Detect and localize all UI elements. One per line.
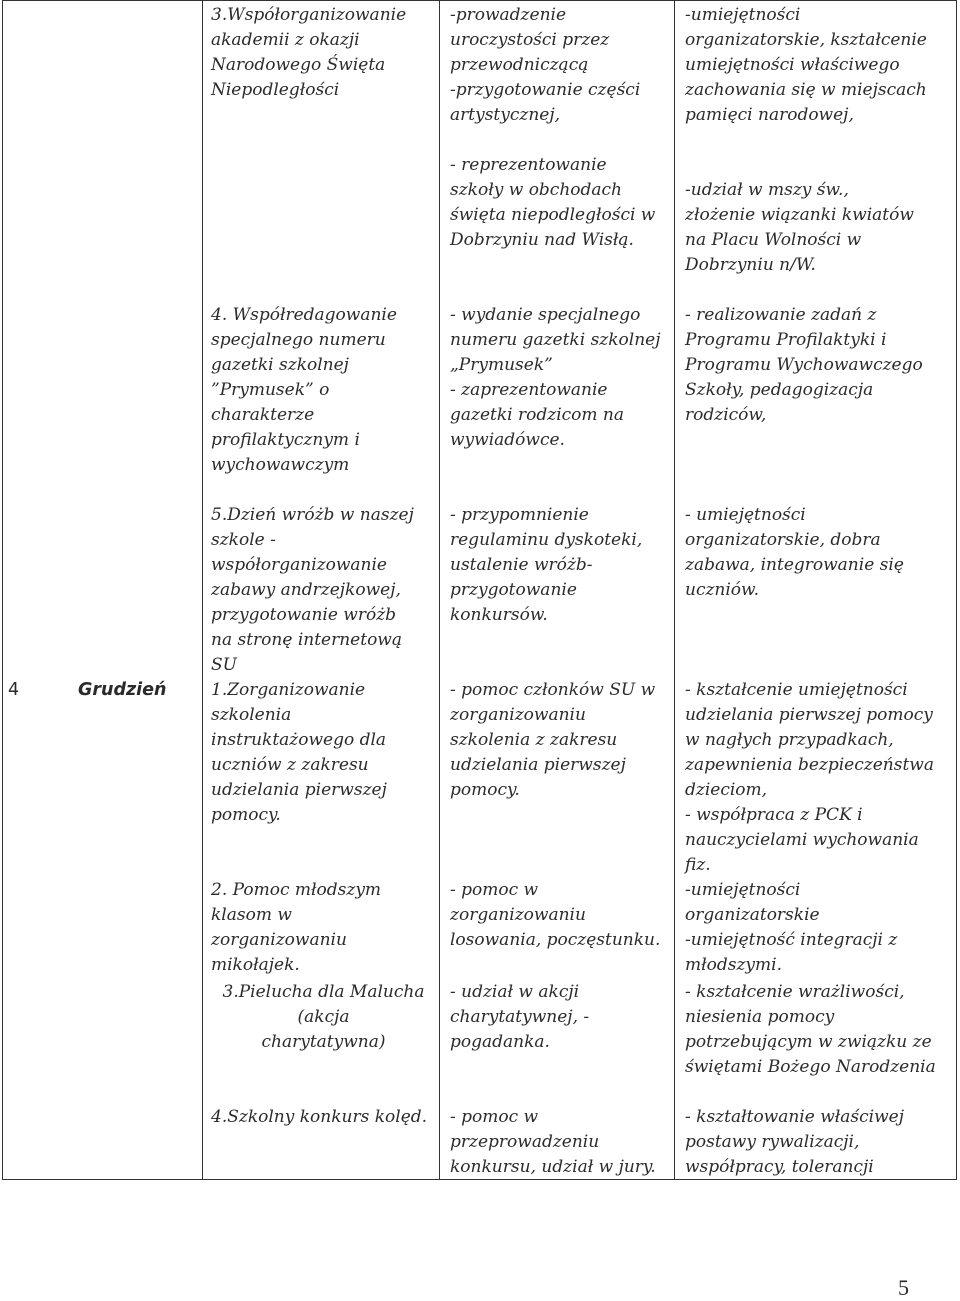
form-text: - pomoc w przeprowadzeniu konkursu, udział w jury. <box>450 1107 656 1177</box>
outcome-cell <box>685 878 953 978</box>
outcome-cell <box>685 503 953 603</box>
activity-text: 4. Współredagowanie specjalnego numeru gazetki szkolnej ”Prymusek” o charakterze profilaktycznym i wychowawczym <box>211 305 397 475</box>
outcome-text: - kształtowanie właściwej postawy rywalizacji, współpracy, tolerancji <box>685 1107 904 1177</box>
column-divider-2 <box>439 0 440 1180</box>
outcome-text: - kształcenie umiejętności udzielania pierwszej pomocy w nagłych przypadkach, zapewnienia bezpieczeństwa dzieciom, - współpraca z PCK i nauczycielami wychowania fiz. <box>685 680 934 875</box>
activity-cell <box>211 878 436 978</box>
form-text: -prowadzenie uroczystości przez przewodniczącą -przygotowanie części artystycznej, <box>450 5 641 125</box>
outcome-cell <box>685 178 953 278</box>
activity-text: 2. Pomoc młodszym klasom w zorganizowaniu mikołajek. <box>211 880 382 975</box>
activity-text: 5.Dzień wróżb w naszej szkole - współorganizowanie zabawy andrzejkowej, przygotowanie wróżb na stronę internetową SU <box>211 505 414 675</box>
activity-text: 3.Pielucha dla Malucha (akcja charytatywna) <box>222 982 425 1052</box>
page-number: 5 <box>898 1275 909 1300</box>
form-cell <box>450 153 672 253</box>
activity-text: 3.Współorganizowanie akademii z okazji Narodowego Święta Niepodległości <box>211 5 407 100</box>
column-divider-1 <box>202 0 203 1180</box>
activity-cell <box>211 503 436 678</box>
form-cell <box>450 980 672 1055</box>
form-cell <box>450 678 672 803</box>
form-cell <box>450 503 672 628</box>
form-text: - przypomnienie regulaminu dyskoteki, ustalenie wróżb- przygotowanie konkursów. <box>450 505 643 625</box>
form-text: - pomoc członków SU w zorganizowaniu szkolenia z zakresu udzielania pierwszej pomocy. <box>450 680 656 800</box>
activity-cell <box>211 678 436 828</box>
outcome-text: - umiejętności organizatorskie, dobra zabawa, integrowanie się uczniów. <box>685 505 904 600</box>
outcome-cell <box>685 980 953 1080</box>
form-text: - reprezentowanie szkoły w obchodach święta niepodległości w Dobrzyniu nad Wisłą. <box>450 155 656 250</box>
form-cell <box>450 1105 672 1180</box>
outcome-cell <box>685 3 953 128</box>
activity-cell <box>211 1105 436 1130</box>
outcome-cell <box>685 678 953 878</box>
outcome-text: - realizowanie zadań z Programu Profilaktyki i Programu Wychowawczego Szkoły, pedagogizacja rodziców, <box>685 305 923 425</box>
outcome-cell <box>685 1105 953 1180</box>
form-text: - wydanie specjalnego numeru gazetki szkolnej „Prymusek” - zaprezentowanie gazetki rodzicom na wywiadówce. <box>450 305 661 450</box>
activity-text: 1.Zorganizowanie szkolenia instruktażowego dla uczniów z zakresu udzielania pierwszej pomocy. <box>211 680 387 825</box>
form-text: - udział w akcji charytatywnej, - pogadanka. <box>450 982 590 1052</box>
activity-cell <box>211 303 436 478</box>
outcome-cell <box>685 303 953 428</box>
outcome-text: - kształcenie wrażliwości, niesienia pomocy potrzebującym w związku ze świętami Bożego Narodzenia <box>685 982 936 1077</box>
month-number: 4 <box>8 680 20 700</box>
activity-cell <box>211 3 436 103</box>
activity-cell <box>211 980 436 1055</box>
form-cell <box>450 303 672 453</box>
column-divider-3 <box>674 0 675 1180</box>
outcome-text: -umiejętności organizatorskie -umiejętność integracji z młodszymi. <box>685 880 898 975</box>
outcome-text: -umiejętności organizatorskie, kształcenie umiejętności właściwego zachowania się w miejscach pamięci narodowej, <box>685 5 927 125</box>
form-cell <box>450 3 672 128</box>
month-name: Grudzień <box>78 680 167 700</box>
form-cell <box>450 878 672 953</box>
outcome-text: -udział w mszy św., złożenie wiązanki kwiatów na Placu Wolności w Dobrzyniu n/W. <box>685 180 914 275</box>
form-text: - pomoc w zorganizowaniu losowania, poczęstunku. <box>450 880 661 950</box>
activity-text: 4.Szkolny konkurs kolęd. <box>211 1107 428 1127</box>
